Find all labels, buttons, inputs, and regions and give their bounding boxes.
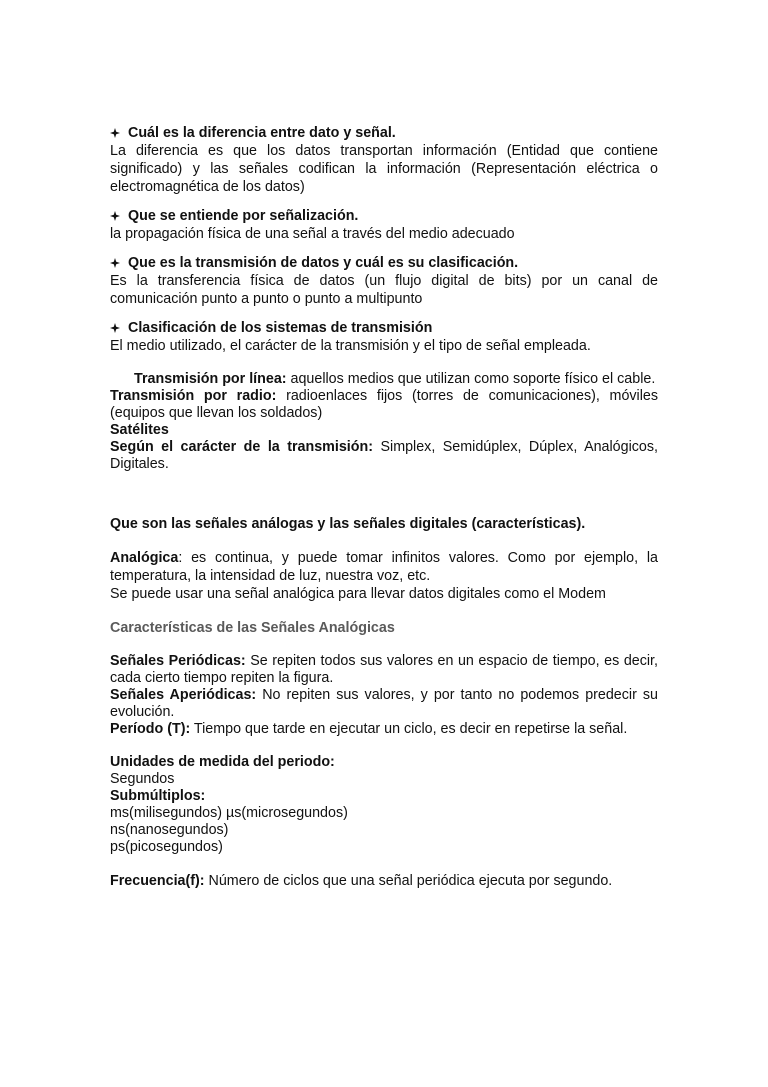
frecuencia-label: Frecuencia(f): <box>110 873 205 889</box>
diamond-bullet-icon <box>110 323 120 333</box>
periodicas-label: Señales Periódicas: <box>110 653 246 669</box>
question-heading-5 <box>110 515 658 533</box>
caracter-transmision <box>110 439 658 473</box>
question-text-5: Que son las señales análogas y las señales digitales (características). <box>110 516 586 532</box>
document-page <box>110 124 658 890</box>
analogica-text: : es continua, y puede tomar infinitos valores. Como por ejemplo, la temperatura, la intensidad de luz, nuestra voz, etc. <box>110 550 658 584</box>
aperiodicas-paragraph <box>110 687 658 721</box>
analogica-label: Analógica <box>110 550 179 566</box>
question-text-3: Que es la transmisión de datos y cuál es su clasificación. <box>128 255 519 271</box>
question-text-4: Clasificación de los sistemas de transmisión <box>128 320 433 336</box>
diamond-bullet-icon <box>110 128 120 138</box>
unidades-heading <box>110 754 658 771</box>
diamond-bullet-icon <box>110 211 120 221</box>
question-text-1: Cuál es la diferencia entre dato y señal. <box>128 125 396 141</box>
periodo-label: Período (T): <box>110 721 191 737</box>
answer-2: la propagación física de una señal a través del medio adecuado <box>110 226 515 242</box>
transmision-radio-label: Transmisión por radio: <box>110 388 277 404</box>
modem-text: Se puede usar una señal analógica para llevar datos digitales como el Modem <box>110 586 606 602</box>
frecuencia-paragraph <box>110 872 658 890</box>
segundos-text: Segundos <box>110 771 175 787</box>
caracter-text: Simplex, Semidúplex, Dúplex, Analógicos, Digitales. <box>110 439 658 472</box>
ns-text: ns(nanosegundos) <box>110 822 229 838</box>
ms-text: ms(milisegundos) µs(microsegundos) <box>110 805 348 821</box>
aperiodicas-label: Señales Aperiódicas: <box>110 687 257 703</box>
submultiplos-heading <box>110 788 658 805</box>
transmision-linea <box>110 371 658 388</box>
analogica-paragraph <box>110 549 658 585</box>
caracteristicas-heading: Características de las Señales Analógicas <box>110 620 395 636</box>
unidades-label: Unidades de medida del periodo: <box>110 754 335 770</box>
answer-4: El medio utilizado, el carácter de la transmisión y el tipo de señal empleada. <box>110 338 591 354</box>
ps-text: ps(picosegundos) <box>110 839 223 855</box>
diamond-bullet-icon <box>110 258 120 268</box>
question-text-2: Que se entiende por señalización. <box>128 208 359 224</box>
transmision-radio-text: radioenlaces fijos (torres de comunicaciones), móviles (equipos que llevan los soldados) <box>110 388 659 421</box>
question-heading-2 <box>110 207 658 225</box>
periodo-text: Tiempo que tarde en ejecutar un ciclo, es decir en repetirse la señal. <box>190 721 628 737</box>
satelites <box>110 422 658 439</box>
transmision-radio <box>110 388 658 422</box>
answer-1: La diferencia es que los datos transportan información (Entidad que contiene significado) y las señales codifican la información (Representación eléctrica o electromagnética de los datos) <box>110 143 658 195</box>
submultiplos-label: Submúltiplos: <box>110 788 206 804</box>
satelites-label: Satélites <box>110 422 169 438</box>
question-heading-3 <box>110 254 658 272</box>
frecuencia-text: Número de ciclos que una señal periódica ejecuta por segundo. <box>204 873 613 889</box>
aperiodicas-text: No repiten sus valores, y por tanto no podemos predecir su evolución. <box>110 687 658 720</box>
caracter-label: Según el carácter de la transmisión: <box>110 439 374 455</box>
periodicas-text: Se repiten todos sus valores en un espacio de tiempo, es decir, cada cierto tiempo repiten la figura. <box>110 653 658 686</box>
question-heading-1 <box>110 124 658 142</box>
answer-3: Es la transferencia física de datos (un flujo digital de bits) por un canal de comunicación punto a punto o punto a multipunto <box>110 273 658 307</box>
question-heading-4 <box>110 319 658 337</box>
transmision-linea-text: aquellos medios que utilizan como soporte físico el cable. <box>286 371 656 387</box>
periodicas-paragraph <box>110 653 658 687</box>
periodo-paragraph <box>110 721 658 738</box>
transmision-linea-label: Transmisión por línea: <box>134 371 287 387</box>
